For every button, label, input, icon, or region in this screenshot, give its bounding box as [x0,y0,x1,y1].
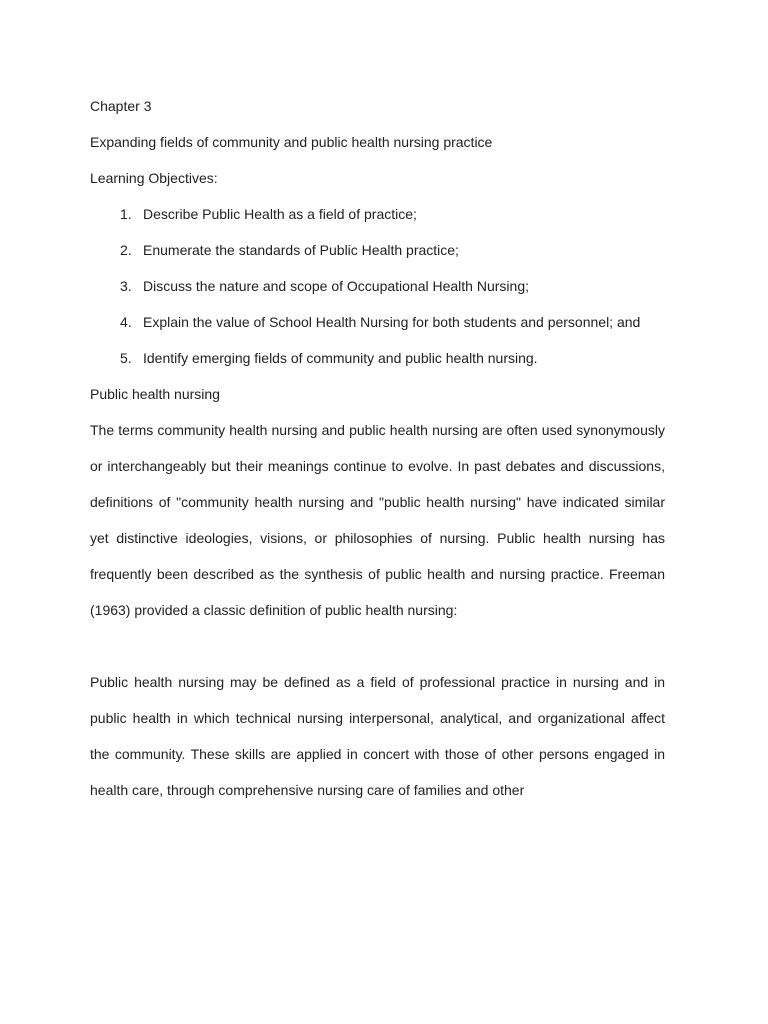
list-item-text: Discuss the nature and scope of Occupational Health Nursing; [143,278,529,294]
list-item-number: 4. [120,314,132,330]
list-item-text: Explain the value of School Health Nursing for both students and personnel; and [143,314,641,330]
list-item [90,340,665,376]
objectives-list [90,196,665,376]
list-item [90,268,665,304]
list-item-text: Identify emerging fields of community and public health nursing. [143,350,538,366]
body-paragraph-1: The terms community health nursing and public health nursing are often used synonymously or interchangeably but their meanings continue to evolve. In past debates and discussions, definitions of "community health nursing and "public health nursing" have indicated similar yet distinctive ideologies, visions, or philosophies of nursing. Public health nursing has frequently been described as the synthesis of public health and nursing practice. Freeman (1963) provided a classic definition of public health nursing: [90,422,665,618]
objectives-heading: Learning Objectives: [90,170,218,186]
list-item-number: 1. [120,206,132,222]
list-item [90,196,665,232]
list-item-number: 2. [120,242,132,258]
list-item-text: Enumerate the standards of Public Health practice; [143,242,459,258]
body-paragraph-2: Public health nursing may be defined as a field of professional practice in nursing and in public health in which technical nursing interpersonal, analytical, and organizational affect the community. These skills are applied in concert with those of other persons engaged in health care, through comprehensive nursing care of families and other [90,674,665,798]
chapter-label: Chapter 3 [90,98,152,114]
section-heading: Public health nursing [90,386,220,402]
paragraph-spacer [90,628,665,664]
chapter-title: Expanding fields of community and public health nursing practice [90,134,493,150]
list-item-number: 5. [120,350,132,366]
document-page [90,88,665,808]
list-item [90,232,665,268]
list-item-number: 3. [120,278,132,294]
list-item [90,304,665,340]
list-item-text: Describe Public Health as a field of practice; [143,206,417,222]
